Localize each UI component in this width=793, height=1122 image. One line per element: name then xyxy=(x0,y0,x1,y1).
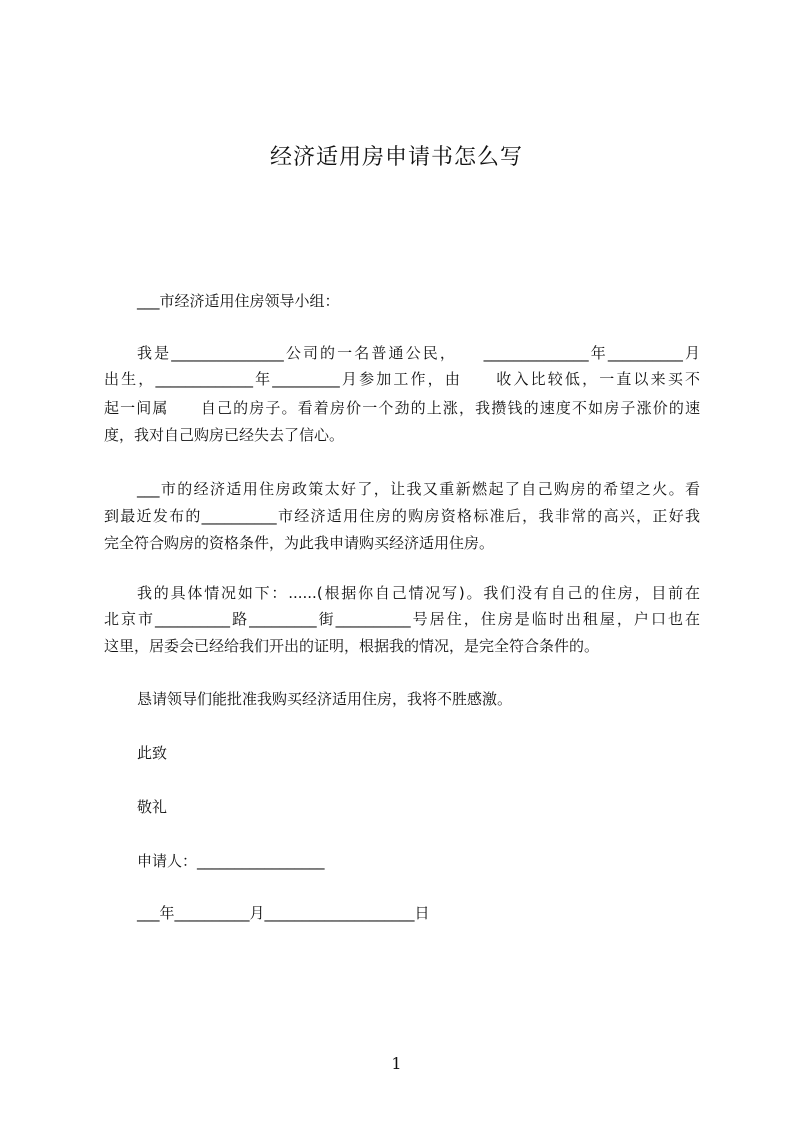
paragraph-1-line-3: 起一间属 自己的房子。看着房价一个劲的上涨，我攒钱的速度不如房子涨价的速 xyxy=(104,399,700,417)
paragraph-3-line-3: 这里，居委会已经给我们开出的证明，根据我的情况，是完全符合条件的。 xyxy=(104,637,600,655)
request-line: 恳请领导们能批准我购买经济适用住房，我将不胜感激。 xyxy=(137,690,513,708)
page-title: 经济适用房申请书怎么写 xyxy=(269,145,523,170)
paragraph-3-line-1: 我的具体情况如下：......(根据你自己情况写)。我们没有自己的住房，目前在 xyxy=(137,584,700,602)
paragraph-1-line-4: 度，我对自己购房已经失去了信心。 xyxy=(104,426,345,444)
salutation: ___市经济适用住房领导小组： xyxy=(137,292,340,310)
paragraph-2-line-3: 完全符合购房的资格条件，为此我申请购买经济适用住房。 xyxy=(104,534,495,552)
page-number: 1 xyxy=(391,1054,402,1073)
closing-jingli: 敬礼 xyxy=(137,798,168,816)
paragraph-2-line-1: ___市的经济适用住房政策太好了，让我又重新燃起了自己购房的希望之火。看 xyxy=(137,480,700,498)
date-line: ___年__________月____________________日 xyxy=(137,904,430,922)
applicant-signature-line: 申请人：_________________ xyxy=(137,852,325,870)
paragraph-1-line-2: 出生，_____________年_________月参加工作，由 收入比较低，一直以来买不 xyxy=(104,370,700,388)
paragraph-2-line-2: 到最近发布的__________市经济适用住房的购房资格标准后，我非常的高兴，正好我 xyxy=(104,507,700,525)
closing-cizhi: 此致 xyxy=(137,744,168,762)
paragraph-1-line-1: 我是_______________公司的一名普通公民， ______________年__________月 xyxy=(137,344,700,362)
paragraph-3-line-2: 北京市__________路_________街__________号居住，住房是临时出租屋，户口也在 xyxy=(104,610,700,628)
